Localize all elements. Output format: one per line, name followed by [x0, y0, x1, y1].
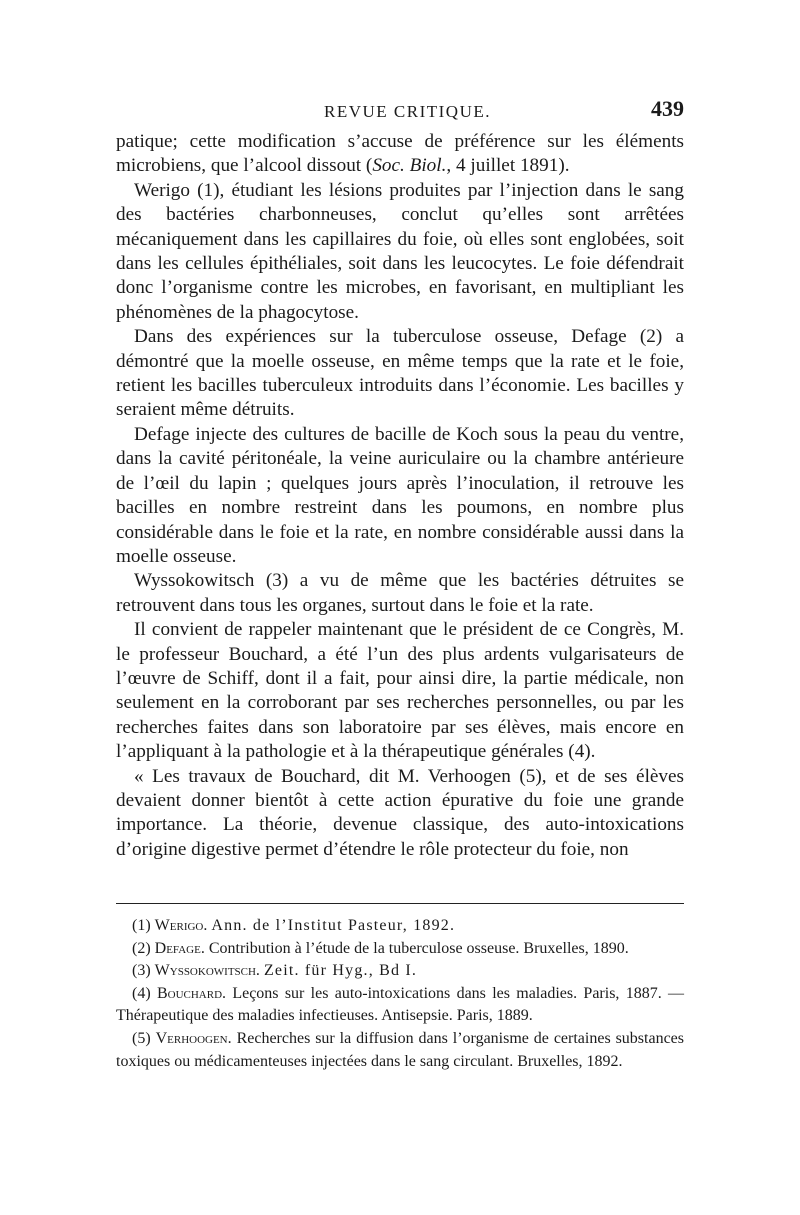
- footnote-author: Wyssokowitsch.: [154, 962, 260, 980]
- footnote-text: Leçons sur les auto-intoxications dans les maladies. Paris, 1887. — Thérapeutique des maladies infectieuses. Antisepsie. Paris, 1889.: [116, 984, 685, 1025]
- footnote-3: [116, 960, 684, 983]
- paragraph-1: [116, 130, 684, 179]
- footnote-text: Ann. de l’Institut Pasteur, 1892.: [211, 917, 456, 934]
- footnotes: [116, 915, 684, 1073]
- footnote-author: Werigo.: [154, 917, 208, 934]
- footnote-2: [116, 938, 684, 961]
- footnote-text: Contribution à l’étude de la tuberculose osseuse. Bruxelles, 1890.: [208, 939, 629, 957]
- footnote-text: Zeit. für Hyg., Bd I.: [263, 962, 418, 980]
- footnote-number: (5): [132, 1029, 151, 1047]
- paragraph-3: Dans des expériences sur la tuberculose osseuse, Defage (2) a démontré que la moelle osseuse, en même temps que la rate et le foie, retient les bacilles tuberculeux introduits dans l’économie. Les bacilles y seraient même détruits.: [116, 326, 684, 421]
- footnote-4: [116, 983, 684, 1028]
- running-title: REVUE CRITIQUE.: [324, 102, 491, 121]
- footnote-divider: [116, 903, 684, 904]
- page-number: 439: [651, 96, 684, 121]
- footnote-number: (4): [132, 984, 151, 1002]
- paragraph-7: « Les travaux de Bouchard, dit M. Verhoogen (5), et de ses élèves devaient donner bientôt à cette action épurative du foie une grande importance. La théorie, devenue classique, des auto-intoxications d’origine digestive permet d’étendre le rôle protecteur du foie, non: [116, 765, 684, 860]
- journal-citation: Soc. Biol.: [372, 155, 447, 177]
- footnote-author: Defage.: [154, 939, 205, 957]
- paragraph-1-text-b: , 4 juillet 1891).: [446, 155, 570, 177]
- body-text: [116, 130, 684, 862]
- footnote-number: (1): [132, 917, 151, 934]
- paragraph-1-text-a: patique; cette modification s’accuse de préférence sur les éléments microbiens, que l’alcool dissout (: [116, 131, 684, 177]
- footnote-1: [116, 915, 684, 938]
- footnote-text: Recherches sur la diffusion dans l’organisme de certaines substances toxiques ou médicamenteuses injectées dans le sang circulant. Bruxelles, 1892.: [116, 1029, 685, 1070]
- footnote-5: [116, 1028, 684, 1073]
- footnote-number: (2): [132, 939, 151, 957]
- paragraph-6: Il convient de rappeler maintenant que le président de ce Congrès, M. le professeur Bouchard, a été l’un des plus ardents vulgarisateurs de l’œuvre de Schiff, dont il a fait, pour ainsi dire, la partie médicale, non seulement en la corroborant par ses recherches personnelles, ou par les recherches faites dans son laboratoire par ses élèves, mais encore en l’appliquant à la pathologie et à la thérapeutique générales (4).: [116, 619, 684, 763]
- paragraph-2: Werigo (1), étudiant les lésions produites par l’injection dans le sang des bactéries charbonneuses, conclut qu’elles sont arrêtées mécaniquement dans les capillaires du foie, où elles sont englobées, soit dans les cellules épithéliales, soit dans les leucocytes. Le foie défendrait donc l’organisme contre les microbes, en favorisant, en multipliant les phénomènes de la phagocytose.: [116, 179, 684, 323]
- paragraph-4: Defage injecte des cultures de bacille de Koch sous la peau du ventre, dans la cavité péritonéale, la veine auriculaire ou la chambre antérieure de l’œil du lapin ; quelques jours après l’inoculation, il retrouve les bacilles en nombre restreint dans les poumons, en nombre plus considérable dans le foie et la rate, en nombre considérable aussi dans la moelle osseuse.: [116, 423, 684, 567]
- paragraph-5: Wyssokowitsch (3) a vu de même que les bactéries détruites se retrouvent dans tous les organes, surtout dans le foie et la rate.: [116, 570, 684, 616]
- footnote-author: Verhoogen.: [155, 1029, 232, 1047]
- footnote-author: Bouchard.: [156, 984, 227, 1002]
- footnote-number: (3): [132, 962, 151, 980]
- running-head: [116, 96, 684, 126]
